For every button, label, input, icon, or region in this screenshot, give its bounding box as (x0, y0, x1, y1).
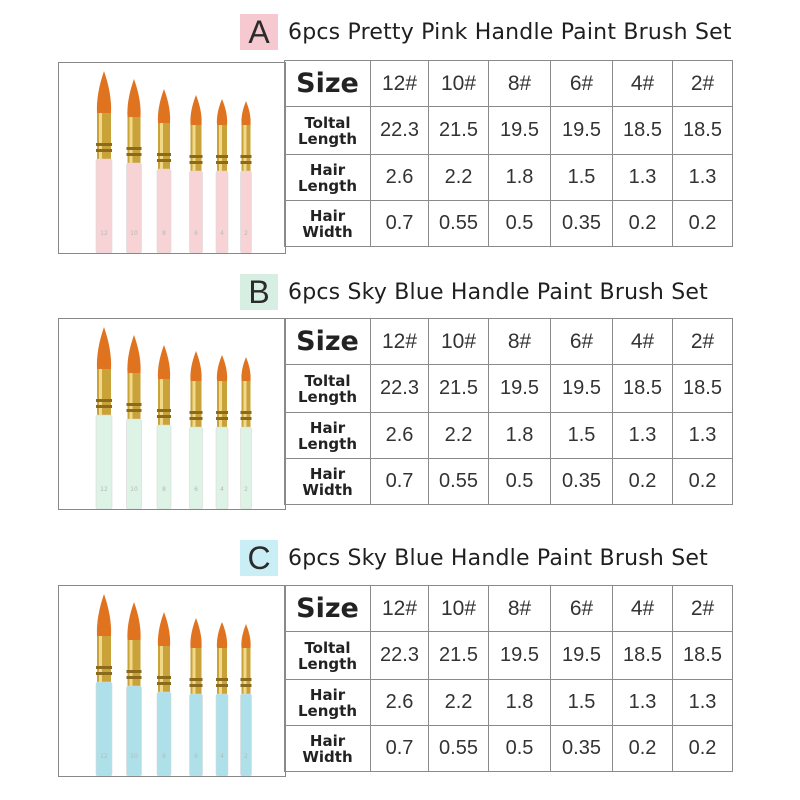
brush-size-cell: 8# (489, 319, 551, 365)
brush-size-cell: 6# (551, 319, 613, 365)
handle-size-marking: 2 (244, 230, 248, 237)
brush-handle (127, 163, 142, 253)
paint-brush (96, 327, 112, 509)
handle-size-marking: 4 (220, 753, 224, 760)
brush-ferrule (191, 125, 202, 171)
spec-value-cell: 0.2 (673, 726, 733, 772)
brush-ferrule (128, 373, 141, 419)
row-label (285, 632, 371, 680)
ferrule-crimp (241, 417, 252, 420)
spec-table (284, 318, 733, 505)
spec-row (285, 201, 733, 247)
handle-size-marking: 8 (162, 486, 166, 493)
row-label-bottom: Length (298, 434, 357, 453)
spec-value-cell: 0.5 (489, 459, 551, 505)
brush-bristles (158, 345, 170, 379)
row-label-top: Hair (309, 685, 346, 704)
brush-handle (216, 171, 228, 253)
brush-bristles (217, 355, 227, 381)
brush-size-cell: 4# (613, 319, 673, 365)
ferrule-crimp (96, 666, 112, 669)
brush-handle (241, 427, 252, 509)
paint-brush (127, 602, 142, 776)
brush-size-cell: 10# (429, 586, 489, 632)
ferrule-crimp (127, 147, 142, 150)
spec-value-cell: 0.2 (613, 459, 673, 505)
section-header (240, 538, 708, 578)
size-label: Size (285, 61, 371, 107)
spec-value-cell: 1.8 (489, 413, 551, 459)
ferrule-crimp (190, 417, 203, 420)
spec-value-cell: 0.2 (673, 459, 733, 505)
ferrule-highlight (193, 381, 196, 427)
spec-value-cell: 1.3 (613, 155, 673, 201)
section-letter-badge: C (240, 540, 278, 576)
section-title: 6pcs Pretty Pink Handle Paint Brush Set (288, 19, 732, 45)
ferrule-highlight (193, 648, 196, 694)
spec-value-cell: 1.3 (673, 413, 733, 459)
brush-ferrule (158, 379, 170, 425)
paint-brush (157, 345, 171, 509)
row-label-bottom: Length (298, 701, 357, 720)
handle-size-marking: 2 (244, 753, 248, 760)
spec-value-cell: 21.5 (429, 365, 489, 413)
brush-size-cell: 2# (673, 586, 733, 632)
row-label-bottom: Length (298, 654, 357, 673)
spec-value-cell: 21.5 (429, 107, 489, 155)
row-label (285, 680, 371, 726)
ferrule-crimp (96, 143, 112, 146)
paint-brush (241, 357, 252, 509)
handle-size-marking: 2 (244, 486, 248, 493)
ferrule-highlight (244, 381, 247, 427)
spec-value-cell: 0.2 (613, 726, 673, 772)
brush-size-cell: 8# (489, 61, 551, 107)
section-letter-badge: B (240, 274, 278, 310)
brush-handle (127, 419, 142, 509)
ferrule-crimp (190, 411, 203, 414)
handle-size-marking: 12 (100, 753, 108, 760)
spec-value-cell: 0.55 (429, 726, 489, 772)
brush-handle (190, 171, 203, 253)
ferrule-crimp (216, 684, 228, 687)
spec-value-cell: 18.5 (613, 365, 673, 413)
spec-value-cell: 0.55 (429, 201, 489, 247)
brush-handle (96, 415, 112, 509)
ferrule-crimp (241, 678, 252, 681)
row-label-top: Hair (309, 206, 346, 225)
row-label (285, 107, 371, 155)
ferrule-crimp (190, 161, 203, 164)
ferrule-crimp (127, 153, 142, 156)
spec-value-cell: 22.3 (371, 632, 429, 680)
row-label-bottom: Length (298, 176, 357, 195)
spec-row (285, 459, 733, 505)
handle-size-marking: 8 (162, 753, 166, 760)
paint-brush (127, 79, 142, 253)
spec-value-cell: 18.5 (673, 107, 733, 155)
spec-value-cell: 21.5 (429, 632, 489, 680)
spec-value-cell: 1.3 (613, 680, 673, 726)
spec-value-cell: 2.6 (371, 680, 429, 726)
row-label-bottom: Width (302, 222, 353, 241)
row-label-top: Hair (309, 464, 346, 483)
handle-size-marking: 6 (194, 753, 198, 760)
paint-brush (127, 335, 142, 509)
spec-value-cell: 18.5 (673, 365, 733, 413)
spec-value-cell: 1.5 (551, 680, 613, 726)
ferrule-crimp (127, 676, 142, 679)
ferrule-crimp (190, 684, 203, 687)
brush-handle (96, 159, 112, 253)
brush-bristles (97, 71, 111, 113)
row-label-top: Hair (309, 731, 346, 750)
handle-size-marking: 4 (220, 486, 224, 493)
paint-brush (157, 89, 171, 253)
row-label (285, 459, 371, 505)
row-label-top: Hair (309, 418, 346, 437)
spec-value-cell: 19.5 (489, 632, 551, 680)
ferrule-crimp (157, 159, 171, 162)
ferrule-highlight (99, 636, 102, 682)
spec-row (285, 107, 733, 155)
ferrule-crimp (127, 409, 142, 412)
brush-handle (190, 427, 203, 509)
brush-size-cell: 2# (673, 61, 733, 107)
handle-size-marking: 10 (130, 753, 138, 760)
spec-value-cell: 2.6 (371, 413, 429, 459)
row-label-top: Hair (309, 160, 346, 179)
ferrule-crimp (241, 161, 252, 164)
brush-photo (58, 585, 286, 777)
brush-handle (96, 682, 112, 776)
ferrule-crimp (157, 676, 171, 679)
ferrule-highlight (160, 123, 163, 169)
brush-set-illustration (59, 319, 285, 509)
row-label-top: Toltal (304, 638, 351, 657)
size-row (285, 319, 733, 365)
ferrule-highlight (193, 125, 196, 171)
spec-value-cell: 1.5 (551, 413, 613, 459)
brush-bristles (127, 79, 140, 117)
size-row (285, 61, 733, 107)
brush-bristles (241, 624, 250, 648)
section-title: 6pcs Sky Blue Handle Paint Brush Set (288, 545, 708, 571)
ferrule-highlight (99, 369, 102, 415)
brush-ferrule (128, 117, 141, 163)
brush-bristles (127, 602, 140, 640)
spec-value-cell: 1.3 (613, 413, 673, 459)
paint-brush (157, 612, 171, 776)
brush-bristles (217, 99, 227, 125)
brush-handle (157, 425, 171, 509)
row-label-bottom: Width (302, 747, 353, 766)
spec-value-cell: 0.7 (371, 459, 429, 505)
brush-size-cell: 4# (613, 586, 673, 632)
ferrule-crimp (96, 399, 112, 402)
spec-table (284, 585, 733, 772)
ferrule-crimp (216, 161, 228, 164)
ferrule-crimp (127, 403, 142, 406)
ferrule-highlight (99, 113, 102, 159)
ferrule-crimp (216, 411, 228, 414)
brush-size-cell: 6# (551, 61, 613, 107)
paint-brush (216, 622, 228, 776)
brush-handle (241, 694, 252, 776)
spec-value-cell: 19.5 (551, 632, 613, 680)
ferrule-crimp (241, 155, 252, 158)
brush-size-cell: 10# (429, 319, 489, 365)
brush-size-cell: 10# (429, 61, 489, 107)
row-label (285, 201, 371, 247)
brush-bristles (190, 95, 201, 125)
ferrule-highlight (160, 379, 163, 425)
brush-handle (157, 169, 171, 253)
brush-bristles (241, 101, 250, 125)
handle-size-marking: 10 (130, 486, 138, 493)
spec-value-cell: 19.5 (489, 365, 551, 413)
spec-row (285, 155, 733, 201)
spec-value-cell: 19.5 (551, 365, 613, 413)
brush-size-cell: 12# (371, 586, 429, 632)
ferrule-highlight (130, 117, 133, 163)
spec-value-cell: 19.5 (551, 107, 613, 155)
ferrule-crimp (190, 678, 203, 681)
brush-bristles (217, 622, 227, 648)
spec-value-cell: 1.3 (673, 680, 733, 726)
brush-photo (58, 318, 286, 510)
spec-value-cell: 2.2 (429, 680, 489, 726)
brush-size-cell: 6# (551, 586, 613, 632)
section-title: 6pcs Sky Blue Handle Paint Brush Set (288, 279, 708, 305)
ferrule-crimp (157, 153, 171, 156)
spec-value-cell: 1.8 (489, 155, 551, 201)
spec-value-cell: 0.35 (551, 201, 613, 247)
brush-size-cell: 12# (371, 61, 429, 107)
spec-value-cell: 0.35 (551, 459, 613, 505)
row-label-bottom: Length (298, 129, 357, 148)
paint-brush (216, 99, 228, 253)
section-header (240, 12, 732, 52)
brush-bristles (97, 327, 111, 369)
spec-row (285, 680, 733, 726)
ferrule-crimp (96, 405, 112, 408)
spec-value-cell: 19.5 (489, 107, 551, 155)
paint-brush (96, 71, 112, 253)
handle-size-marking: 8 (162, 230, 166, 237)
ferrule-highlight (244, 125, 247, 171)
ferrule-highlight (219, 381, 222, 427)
brush-ferrule (128, 640, 141, 686)
spec-row (285, 726, 733, 772)
ferrule-highlight (219, 125, 222, 171)
paint-brush (190, 618, 203, 776)
brush-set-illustration (59, 63, 285, 253)
brush-photo (58, 62, 286, 254)
row-label-top: Toltal (304, 113, 351, 132)
brush-bristles (127, 335, 140, 373)
spec-value-cell: 18.5 (613, 107, 673, 155)
paint-brush (96, 594, 112, 776)
spec-row (285, 413, 733, 459)
spec-value-cell: 22.3 (371, 107, 429, 155)
spec-value-cell: 0.2 (613, 201, 673, 247)
ferrule-highlight (160, 646, 163, 692)
size-row (285, 586, 733, 632)
spec-value-cell: 0.2 (673, 201, 733, 247)
spec-value-cell: 2.2 (429, 155, 489, 201)
row-label-bottom: Length (298, 387, 357, 406)
ferrule-highlight (130, 373, 133, 419)
brush-handle (241, 171, 252, 253)
brush-bristles (241, 357, 250, 381)
size-label: Size (285, 586, 371, 632)
row-label (285, 413, 371, 459)
row-label (285, 365, 371, 413)
section-letter-badge: A (240, 14, 278, 50)
brush-bristles (158, 612, 170, 646)
row-label (285, 155, 371, 201)
brush-bristles (158, 89, 170, 123)
brush-handle (216, 694, 228, 776)
handle-size-marking: 4 (220, 230, 224, 237)
ferrule-crimp (127, 670, 142, 673)
brush-size-cell: 4# (613, 61, 673, 107)
spec-value-cell: 18.5 (613, 632, 673, 680)
spec-value-cell: 0.55 (429, 459, 489, 505)
brush-handle (216, 427, 228, 509)
ferrule-highlight (244, 648, 247, 694)
spec-value-cell: 0.7 (371, 201, 429, 247)
brush-size-cell: 2# (673, 319, 733, 365)
ferrule-crimp (157, 682, 171, 685)
row-label-top: Toltal (304, 371, 351, 390)
brush-bristles (190, 351, 201, 381)
brush-set-illustration (59, 586, 285, 776)
handle-size-marking: 12 (100, 486, 108, 493)
spec-value-cell: 2.6 (371, 155, 429, 201)
spec-value-cell: 18.5 (673, 632, 733, 680)
handle-size-marking: 6 (194, 230, 198, 237)
paint-brush (216, 355, 228, 509)
spec-value-cell: 1.8 (489, 680, 551, 726)
handle-size-marking: 6 (194, 486, 198, 493)
spec-value-cell: 1.3 (673, 155, 733, 201)
row-label-bottom: Width (302, 480, 353, 499)
spec-table (284, 60, 733, 247)
brush-size-cell: 12# (371, 319, 429, 365)
spec-value-cell: 0.7 (371, 726, 429, 772)
brush-ferrule (158, 123, 170, 169)
brush-ferrule (191, 381, 202, 427)
brush-handle (127, 686, 142, 776)
paint-brush (241, 624, 252, 776)
brush-ferrule (158, 646, 170, 692)
section-header (240, 272, 708, 312)
brush-bristles (97, 594, 111, 636)
spec-row (285, 365, 733, 413)
handle-size-marking: 10 (130, 230, 138, 237)
row-label (285, 726, 371, 772)
spec-row (285, 632, 733, 680)
spec-value-cell: 0.5 (489, 201, 551, 247)
ferrule-crimp (157, 409, 171, 412)
ferrule-highlight (219, 648, 222, 694)
brush-bristles (190, 618, 201, 648)
ferrule-highlight (130, 640, 133, 686)
ferrule-crimp (216, 155, 228, 158)
brush-handle (157, 692, 171, 776)
brush-handle (190, 694, 203, 776)
spec-value-cell: 1.5 (551, 155, 613, 201)
ferrule-crimp (96, 149, 112, 152)
spec-value-cell: 0.5 (489, 726, 551, 772)
ferrule-crimp (241, 411, 252, 414)
ferrule-crimp (216, 417, 228, 420)
handle-size-marking: 12 (100, 230, 108, 237)
paint-brush (190, 351, 203, 509)
ferrule-crimp (157, 415, 171, 418)
spec-value-cell: 2.2 (429, 413, 489, 459)
brush-ferrule (191, 648, 202, 694)
paint-brush (190, 95, 203, 253)
ferrule-crimp (216, 678, 228, 681)
ferrule-crimp (190, 155, 203, 158)
ferrule-crimp (241, 684, 252, 687)
paint-brush (241, 101, 252, 253)
spec-value-cell: 0.35 (551, 726, 613, 772)
ferrule-crimp (96, 672, 112, 675)
brush-size-cell: 8# (489, 586, 551, 632)
spec-value-cell: 22.3 (371, 365, 429, 413)
size-label: Size (285, 319, 371, 365)
